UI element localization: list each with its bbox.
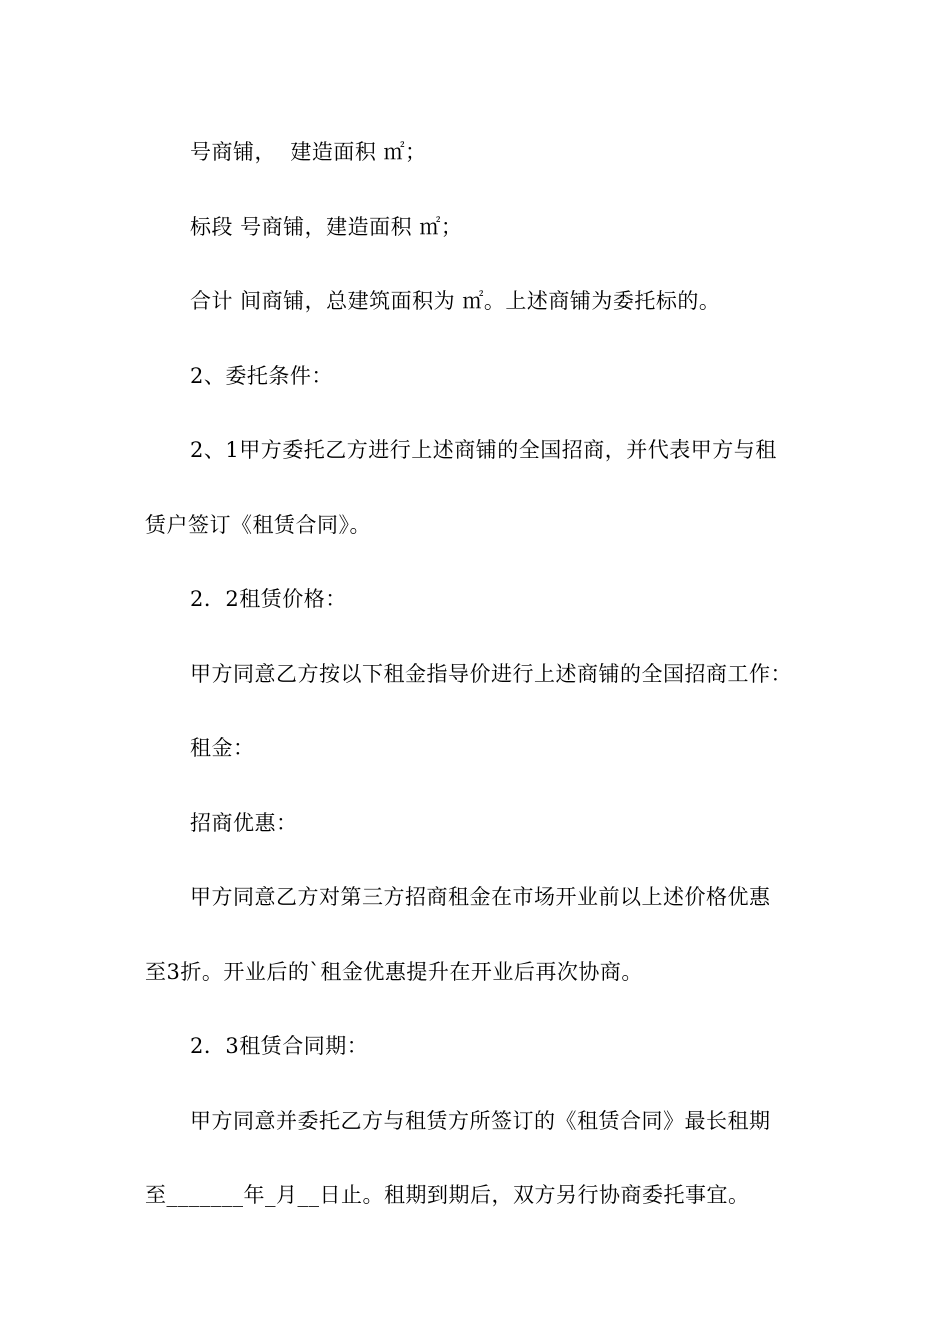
section-heading: 2．3租赁合同期： (190, 1034, 369, 1058)
paragraph-line: 甲方同意乙方对第三方招商租金在市场开业前以上述价格优惠 (190, 885, 771, 909)
paragraph-line: 至3折。开业后的`租金优惠提升在开业后再次协商。 (145, 960, 643, 984)
section-heading: 2、委托条件： (190, 364, 333, 388)
paragraph-line: 招商优惠： (190, 811, 298, 835)
paragraph-line: 甲方同意并委托乙方与租赁方所签订的《租赁合同》最长租期 (190, 1109, 771, 1133)
paragraph-line: 至_______年_月__日止。租期到期后，双方另行协商委托事宜。 (145, 1183, 750, 1207)
paragraph-line: 号商铺， 建造面积 ㎡； (190, 140, 427, 164)
paragraph-line: 标段 号商铺，建造面积 ㎡； (190, 215, 463, 239)
paragraph-line: 租金： (190, 736, 255, 760)
paragraph-line: 合计 间商铺，总建筑面积为 ㎡。上述商铺为委托标的。 (190, 289, 721, 313)
section-heading: 2．2租赁价格： (190, 587, 347, 611)
paragraph-line: 赁户签订《租赁合同》。 (145, 513, 371, 537)
paragraph-line: 甲方同意乙方按以下租金指导价进行上述商铺的全国招商工作： (190, 662, 792, 686)
paragraph-line: 2、1甲方委托乙方进行上述商铺的全国招商，并代表甲方与租 (190, 438, 777, 462)
